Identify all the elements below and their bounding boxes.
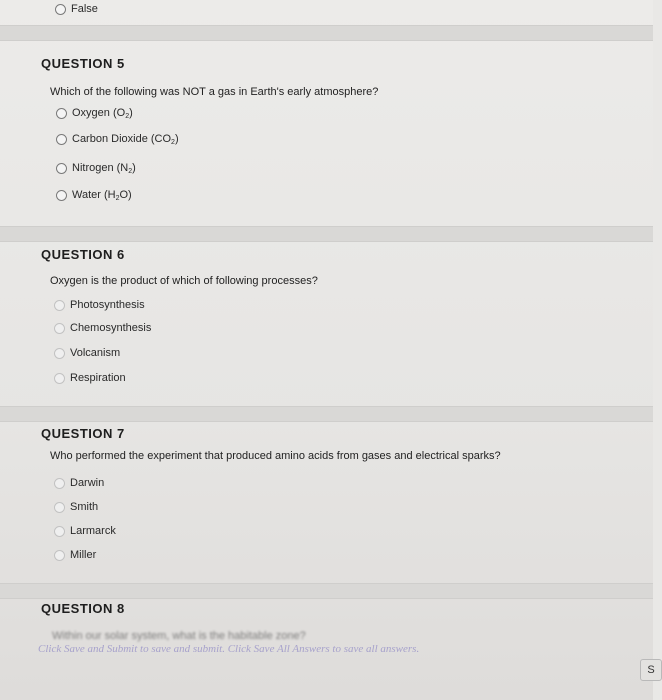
option-label: False xyxy=(71,3,98,15)
radio-button[interactable] xyxy=(55,4,66,15)
option-false[interactable] xyxy=(55,3,98,15)
option-water[interactable] xyxy=(56,189,132,202)
option-label: Oxygen $(O_2)$ xyxy=(72,107,133,120)
option-oxygen[interactable] xyxy=(56,107,133,120)
option-label: Carbon Dioxide $(CO_2)$ xyxy=(72,133,179,146)
option-photosynthesis[interactable] xyxy=(54,299,145,311)
question-separator xyxy=(0,226,653,242)
radio-button[interactable] xyxy=(54,323,65,334)
question-5-heading: QUESTION 5 xyxy=(41,56,125,71)
question-6-text: Oxygen is the product of which of following processes? xyxy=(50,275,318,287)
question-8-heading: QUESTION 8 xyxy=(41,601,125,616)
option-chemosynthesis[interactable] xyxy=(54,322,151,334)
option-label: Respiration xyxy=(70,372,126,384)
option-smith[interactable] xyxy=(54,501,98,513)
question-separator xyxy=(0,25,653,41)
option-label: Photosynthesis xyxy=(70,299,145,311)
option-carbon-dioxide[interactable] xyxy=(56,133,179,146)
option-volcanism[interactable] xyxy=(54,347,120,359)
radio-button[interactable] xyxy=(56,134,67,145)
option-respiration[interactable] xyxy=(54,372,126,384)
option-label: Water $(H_2O)$ xyxy=(72,189,132,202)
question-6-heading: QUESTION 6 xyxy=(41,247,125,262)
question-8-text: Within our solar system, what is the habitable zone? xyxy=(52,630,306,642)
option-label: Smith xyxy=(70,501,99,513)
radio-button[interactable] xyxy=(54,550,65,561)
submit-hint: Click Save and Submit to save and submit. Click Save All Answers to save all answers. xyxy=(38,643,420,655)
option-label: Larmarck xyxy=(70,525,116,537)
radio-button[interactable] xyxy=(56,108,67,119)
radio-button[interactable] xyxy=(54,373,65,384)
option-label: Miller xyxy=(70,549,97,561)
radio-button[interactable] xyxy=(54,502,65,513)
option-label: Nitrogen $(N_2)$ xyxy=(72,162,136,175)
option-darwin[interactable] xyxy=(54,477,104,489)
radio-button[interactable] xyxy=(54,478,65,489)
option-miller[interactable] xyxy=(54,549,96,561)
question-5-text: Which of the following was NOT a gas in Earth's early atmosphere? xyxy=(50,86,379,98)
radio-button[interactable] xyxy=(54,348,65,359)
option-label: Volcanism xyxy=(70,347,121,359)
option-label: Darwin xyxy=(70,477,105,489)
radio-button[interactable] xyxy=(54,300,65,311)
option-label: Chemosynthesis xyxy=(70,322,152,334)
option-nitrogen[interactable] xyxy=(56,162,136,175)
radio-button[interactable] xyxy=(56,163,67,174)
option-larmarck[interactable] xyxy=(54,525,116,537)
question-separator xyxy=(0,583,653,599)
question-7-heading: QUESTION 7 xyxy=(41,426,125,441)
radio-button[interactable] xyxy=(54,526,65,537)
question-7-text: Who performed the experiment that produced amino acids from gases and electrical sparks? xyxy=(50,450,501,462)
save-submit-button[interactable]: S xyxy=(640,659,662,681)
question-separator xyxy=(0,406,653,422)
radio-button[interactable] xyxy=(56,190,67,201)
